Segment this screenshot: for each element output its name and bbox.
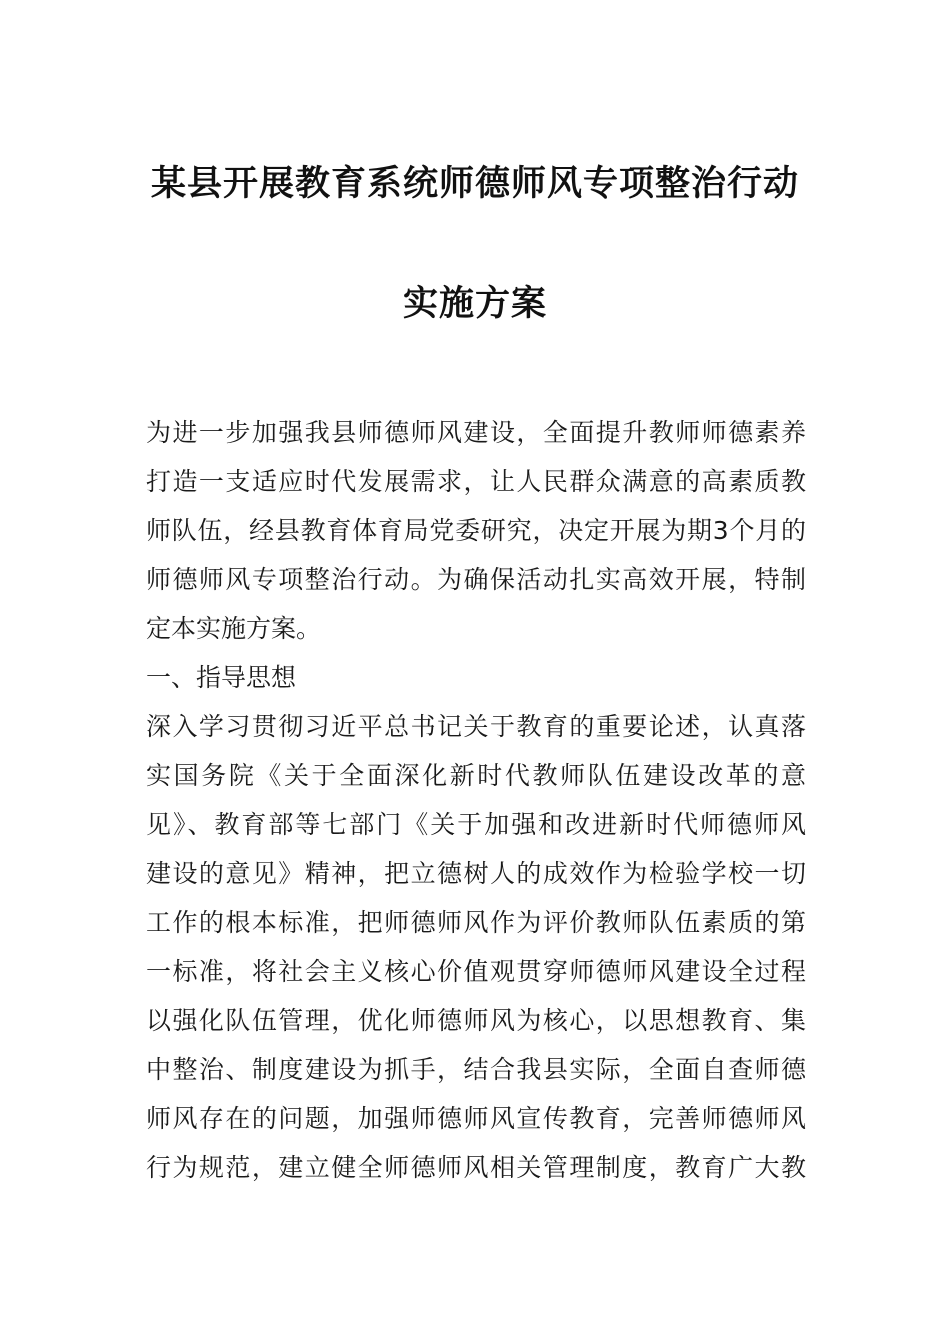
paragraph-line: 为进一步加强我县师德师风建设，全面提升教师师德素养 (146, 418, 806, 447)
paragraph-line: 师德师风专项整治行动。为确保活动扎实高效开展，特制 (146, 565, 806, 594)
paragraph-line: 定本实施方案。 (146, 614, 322, 643)
paragraph-line: 师队伍，经县教育体育局党委研究，决定开展为期3个月的 (146, 516, 806, 545)
paragraph-line: 打造一支适应时代发展需求，让人民群众满意的高素质教 (146, 467, 806, 496)
paragraph-line: 以强化队伍管理，优化师德师风为核心，以思想教育、集 (146, 1006, 806, 1035)
paragraph-line: 工作的根本标准，把师德师风作为评价教师队伍素质的第 (146, 908, 806, 937)
document-title-line-1: 某县开展教育系统师德师风专项整治行动 (150, 163, 799, 204)
paragraph-line: 实国务院《关于全面深化新时代教师队伍建设改革的意 (146, 761, 806, 790)
paragraph-line: 一标准，将社会主义核心价值观贯穿师德师风建设全过程 (146, 957, 806, 986)
paragraph-line: 见》、教育部等七部门《关于加强和改进新时代师德师风 (146, 810, 806, 839)
paragraph-line: 师风存在的问题，加强师德师风宣传教育，完善师德师风 (146, 1104, 806, 1133)
document-body (146, 408, 806, 1192)
paragraph-line: 行为规范，建立健全师德师风相关管理制度，教育广大教 (146, 1153, 806, 1182)
paragraph-line: 深入学习贯彻习近平总书记关于教育的重要论述，认真落 (146, 712, 806, 741)
document-title-line-2: 实施方案 (402, 283, 547, 324)
paragraph-line: 建设的意见》精神，把立德树人的成效作为检验学校一切 (146, 859, 806, 888)
paragraph-line: 中整治、制度建设为抓手，结合我县实际，全面自查师德 (146, 1055, 806, 1084)
section-heading: 一、指导思想 (146, 663, 297, 692)
